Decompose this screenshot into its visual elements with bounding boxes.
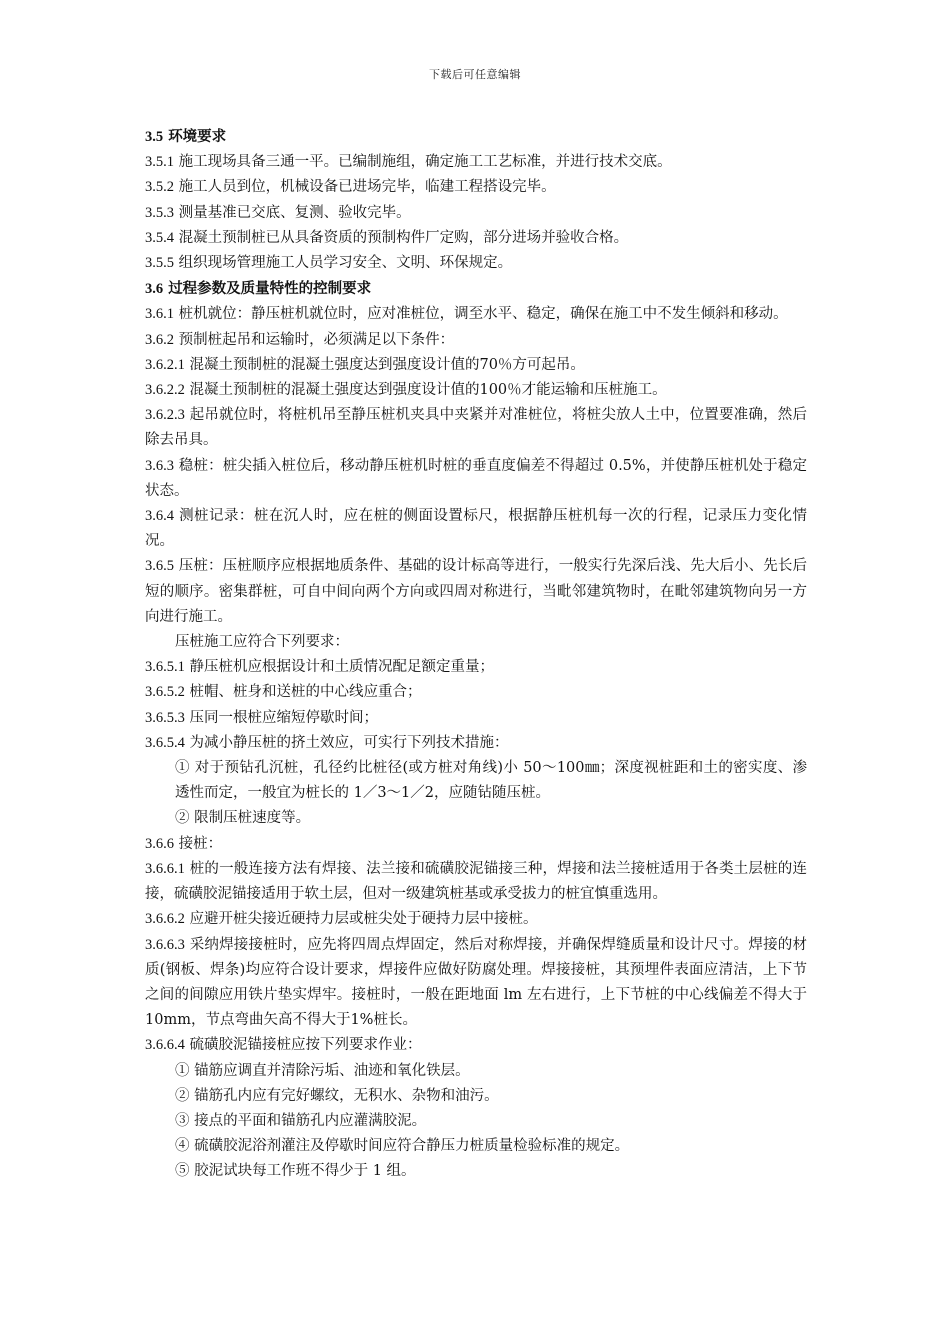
paragraph (145, 857, 807, 907)
paragraph (145, 756, 807, 806)
clause-text: 环境要求 (168, 128, 227, 145)
clause-text: ① 锚筋应调直并清除污垢、油迹和氧化铁层。 (175, 1062, 470, 1079)
paragraph (145, 1134, 807, 1159)
paragraph (145, 680, 807, 705)
clause-number: 3.6.5.2 (145, 684, 185, 701)
clause-number: 3.6.2.1 (145, 356, 185, 373)
paragraph (145, 554, 807, 630)
clause-text: 桩的一般连接方法有焊接、法兰接和硫磺胶泥锚接三种，焊接和法兰接桩适用于各类土层桩的连接，硫磺胶泥锚接适用于软土层，但对一级建筑桩基或承受拔力的桩宜慎重选用。 (145, 860, 807, 903)
clause-number: 3.6.6.3 (145, 936, 185, 953)
clause-text: 稳桩：桩尖插入桩位后，移动静压桩机时桩的垂直度偏差不得超过 0.5%，并使静压桩机处于稳定状态。 (145, 457, 807, 499)
clause-text: 压同一根桩应缩短停歇时间； (189, 709, 378, 726)
paragraph (145, 403, 807, 453)
clause-number: 3.5.1 (145, 154, 174, 171)
paragraph (145, 1109, 807, 1134)
paragraph (145, 1059, 807, 1084)
paragraph (145, 1084, 807, 1109)
paragraph (145, 226, 807, 251)
paragraph (145, 328, 807, 353)
clause-text: 施工现场具备三通一平。已编制施组，确定施工工艺标准，并进行技术交底。 (178, 154, 672, 171)
clause-text: 起吊就位时，将桩机吊至静压桩机夹具中夹紧并对准桩位，将桩尖放人土中，位置要准确，然后除去吊具。 (145, 407, 807, 449)
clause-number: 3.6.4 (145, 508, 174, 525)
paragraph (145, 630, 807, 655)
clause-text: 桩帽、桩身和送桩的中心线应重合； (189, 684, 422, 701)
clause-number: 3.6.2 (145, 331, 174, 348)
clause-text: 采纳焊接接桩时，应先将四周点焊固定，然后对称焊接，并确保焊缝质量和设计尺寸。焊接的材质(钢板、焊条)均应符合设计要求，焊接件应做好防腐处理。焊接接桩，其预埋件表面应清洁，上下节之间的间隙应用铁片垫实焊牢。接桩时，一般在距地面 lm 左右进行，上下节桩的中心线偏差不得大于 10mm，节点弯曲矢高不得大于1%桩长。 (145, 936, 807, 1029)
clause-text: 混凝土预制桩已从具备资质的预制构件厂定购，部分进场并验收合格。 (178, 229, 629, 246)
clause-number: 3.5 (145, 129, 164, 145)
clause-number: 3.6.6.2 (145, 911, 185, 928)
paragraph (145, 175, 807, 200)
paragraph (145, 1033, 807, 1058)
paragraph (145, 832, 807, 857)
section-heading (145, 276, 807, 302)
clause-text: ② 锚筋孔内应有完好螺纹，无积水、杂物和油污。 (175, 1087, 499, 1104)
clause-text: 测量基准已交底、复测、验收完毕。 (178, 204, 411, 221)
clause-text: 压桩：压桩顺序应根据地质条件、基础的设计标高等进行，一般实行先深后浅、先大后小、先长后短的顺序。密集群桩，可自中间向两个方向或四周对称进行，当毗邻建筑物时，在毗邻建筑物向另一方向进行施工。 (145, 558, 808, 625)
clause-text: 硫磺胶泥锚接桩应按下列要求作业： (189, 1037, 422, 1054)
paragraph (145, 378, 807, 403)
clause-text: ③ 接点的平面和锚筋孔内应灌满胶泥。 (175, 1112, 427, 1129)
clause-text: 桩机就位：静压桩机就位时，应对准桩位，调至水平、稳定，确保在施工中不发生倾斜和移动。 (178, 306, 788, 323)
paragraph (145, 907, 807, 932)
paragraph (145, 933, 807, 1034)
clause-text: 施工人员到位，机械设备已进场完毕，临建工程搭设完毕。 (178, 179, 556, 196)
paragraph (145, 731, 807, 756)
clause-number: 3.6.2.3 (145, 407, 185, 424)
paragraph (145, 706, 807, 731)
section-heading (145, 124, 807, 150)
clause-number: 3.6.3 (145, 457, 174, 474)
clause-number: 3.6.6.4 (145, 1037, 185, 1054)
paragraph (145, 655, 807, 680)
paragraph (145, 150, 807, 175)
clause-text: 混凝土预制桩的混凝土强度达到强度设计值的70％方可起吊。 (189, 356, 585, 373)
clause-number: 3.5.2 (145, 179, 174, 196)
clause-number: 3.5.3 (145, 204, 174, 221)
paragraph (145, 251, 807, 276)
paragraph (145, 1159, 807, 1184)
clause-text: 过程参数及质量特性的控制要求 (168, 280, 372, 298)
clause-number: 3.5.5 (145, 255, 174, 272)
paragraph (145, 504, 807, 554)
paragraph (145, 454, 807, 504)
clause-number: 3.6 (145, 281, 164, 298)
page-header: 下载后可任意编辑 (429, 68, 521, 81)
clause-number: 3.6.6.1 (145, 860, 185, 877)
clause-number: 3.6.6 (145, 835, 174, 852)
clause-text: 应避开桩尖接近硬持力层或桩尖处于硬持力层中接桩。 (189, 911, 538, 928)
clause-text: ① 对于预钻孔沉桩，孔径约比桩径(或方桩对角线)小 50～100㎜；深度视桩距和土的密实度、渗透性而定，一般宜为桩长的 1／3～1／2，应随钻随压桩。 (175, 760, 807, 802)
clause-text: 压桩施工应符合下列要求： (175, 634, 349, 651)
clause-text: 测桩记录：桩在沉人时，应在桩的侧面设置标尺，根据静压桩机每一次的行程，记录压力变化情况。 (145, 508, 808, 550)
clause-text: ⑤ 胶泥试块每工作班不得少于 1 组。 (175, 1163, 416, 1180)
paragraph (145, 806, 807, 831)
clause-text: 为减小静压桩的挤土效应，可实行下列技术措施： (189, 734, 509, 751)
clause-number: 3.6.5 (145, 558, 174, 575)
paragraph (145, 302, 807, 327)
clause-text: ② 限制压桩速度等。 (175, 810, 311, 827)
clause-text: 组织现场管理施工人员学习安全、文明、环保规定。 (178, 255, 513, 272)
clause-number: 3.6.2.2 (145, 382, 185, 399)
clause-number: 3.5.4 (145, 229, 174, 246)
clause-text: ④ 硫磺胶泥浴剂灌注及停歇时间应符合静压力桩质量检验标准的规定。 (175, 1138, 630, 1155)
clause-text: 混凝土预制桩的混凝土强度达到强度设计值的100％才能运输和压桩施工。 (189, 382, 667, 399)
clause-text: 接桩： (178, 835, 223, 852)
clause-number: 3.6.5.4 (145, 734, 185, 751)
clause-text: 静压桩机应根据设计和土质情况配足额定重量； (189, 659, 494, 676)
clause-number: 3.6.1 (145, 306, 174, 323)
document-body (145, 124, 807, 1185)
paragraph (145, 353, 807, 378)
paragraph (145, 201, 807, 226)
clause-text: 预制桩起吊和运输时，必须满足以下条件： (178, 331, 455, 348)
clause-number: 3.6.5.1 (145, 659, 185, 676)
clause-number: 3.6.5.3 (145, 709, 185, 726)
